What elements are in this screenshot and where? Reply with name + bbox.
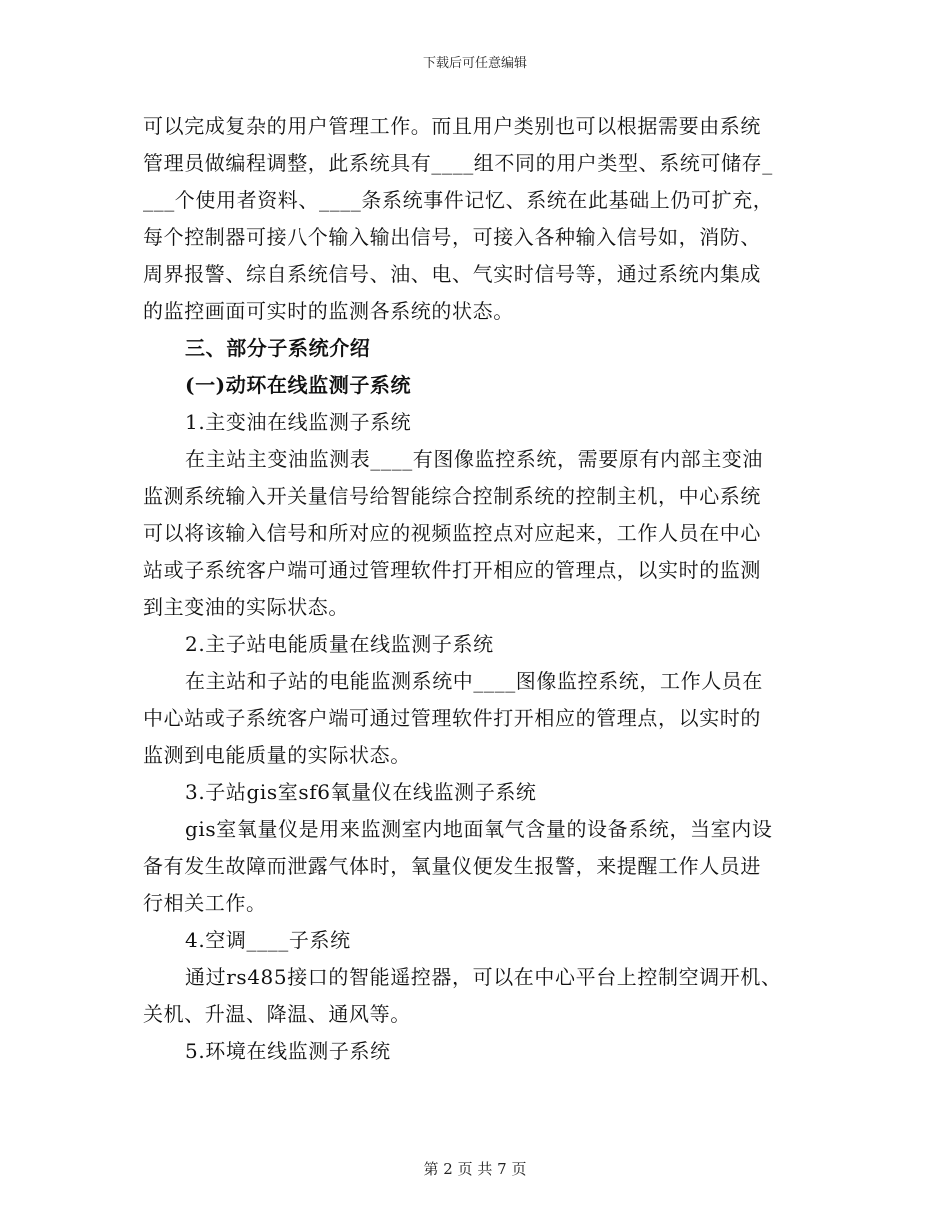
paragraph-line: 通过rs485接口的智能遥控器，可以在中心平台上控制空调开机、 xyxy=(185,965,782,989)
paragraph-line: 每个控制器可接八个输入输出信号，可接入各种输入信号如，消防、 xyxy=(143,225,761,249)
paragraph-line: 在主站和子站的电能监测系统中____图像监控系统，工作人员在 xyxy=(185,669,763,693)
item-heading: 4.空调____子系统 xyxy=(185,928,351,952)
paragraph-line: 在主站主变油监测表____有图像监控系统，需要原有内部主变油 xyxy=(185,447,763,471)
paragraph-line: 备有发生故障而泄露气体时，氧量仪便发生报警，来提醒工作人员进 xyxy=(143,854,761,878)
subsection-heading: (一)动环在线监测子系统 xyxy=(185,373,412,397)
item-heading: 3.子站gis室sf6氧量仪在线监测子系统 xyxy=(185,780,537,804)
paragraph-line: 站或子系统客户端可通过管理软件打开相应的管理点，以实时的监测 xyxy=(143,558,761,582)
paragraph-line: ___个使用者资料、____条系统事件记忆、系统在此基础上仍可扩充， xyxy=(143,188,774,212)
section-heading: 三、部分子系统介绍 xyxy=(185,336,371,360)
paragraph-line: 可以完成复杂的用户管理工作。而且用户类别也可以根据需要由系统 xyxy=(143,114,761,138)
item-heading: 5.环境在线监测子系统 xyxy=(185,1039,391,1063)
page-header: 下载后可任意编辑 xyxy=(422,56,527,71)
item-heading: 1.主变油在线监测子系统 xyxy=(185,410,412,434)
paragraph-line: 周界报警、综自系统信号、油、电、气实时信号等，通过系统内集成 xyxy=(143,262,761,286)
paragraph-line: gis室氧量仪是用来监测室内地面氧气含量的设备系统，当室内设 xyxy=(185,817,773,841)
paragraph-line: 的监控画面可实时的监测各系统的状态。 xyxy=(143,299,514,323)
item-heading: 2.主子站电能质量在线监测子系统 xyxy=(185,632,494,656)
paragraph-line: 行相关工作。 xyxy=(143,891,267,915)
paragraph-line: 到主变油的实际状态。 xyxy=(143,595,349,619)
paragraph-line: 管理员做编程调整，此系统具有____组不同的用户类型、系统可储存_ xyxy=(143,151,773,175)
paragraph-line: 可以将该输入信号和所对应的视频监控点对应起来，工作人员在中心 xyxy=(143,521,761,545)
paragraph-line: 监测到电能质量的实际状态。 xyxy=(143,743,411,767)
page-number-footer: 第 2 页 共 7 页 xyxy=(423,1160,527,1178)
document-body xyxy=(143,108,808,1070)
paragraph-line: 监测系统输入开关量信号给智能综合控制系统的控制主机，中心系统 xyxy=(143,484,761,508)
paragraph-line: 关机、升温、降温、通风等。 xyxy=(143,1002,411,1026)
paragraph-line: 中心站或子系统客户端可通过管理软件打开相应的管理点，以实时的 xyxy=(143,706,761,730)
